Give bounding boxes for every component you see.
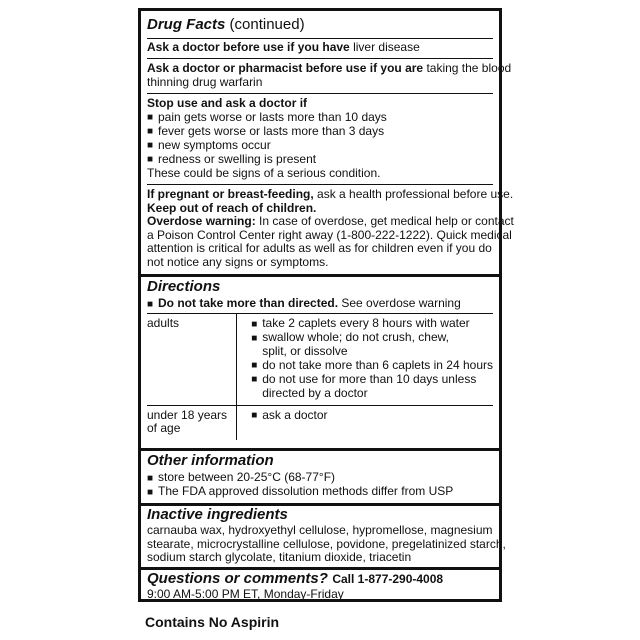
adults-item: ■ do not use for more than 10 days unless	[251, 373, 493, 387]
ask-doctor-rest: liver disease	[353, 40, 420, 54]
under18-item: ■ ask a doctor	[251, 409, 493, 423]
other-info-item: ■ The FDA approved dissolution methods differ from USP	[147, 485, 493, 499]
stop-use-item: ■ pain gets worse or lasts more than 10 days	[147, 111, 493, 125]
title-bold: Drug Facts	[147, 16, 226, 33]
overdose-line: In case of overdose, get medical help or contact	[259, 214, 514, 229]
drug-facts-panel	[138, 8, 514, 602]
overdose-bold: Overdose warning:	[147, 214, 256, 229]
panel-title	[141, 16, 499, 34]
stop-use-block	[141, 97, 499, 181]
other-info-block	[141, 471, 499, 499]
other-info-heading: Other information	[147, 452, 274, 469]
divider	[147, 58, 493, 59]
title-rest: (continued)	[229, 16, 305, 33]
stop-use-note: These could be signs of a serious condition.	[147, 165, 381, 180]
warnings-block	[141, 187, 514, 270]
directions-warning	[141, 297, 499, 311]
ask-pharmacist-block	[141, 61, 512, 89]
directions-warning-bold: Do not take more than directed.	[158, 296, 339, 310]
adults-item-cont: directed by a doctor	[262, 385, 368, 400]
divider	[147, 38, 493, 39]
keep-out-text: Keep out of reach of children.	[147, 200, 317, 215]
under18-label-line: under 18 years	[147, 407, 228, 422]
divider	[147, 93, 493, 94]
ask-doctor-bold: Ask a doctor before use if you have	[147, 40, 350, 54]
stop-use-heading: Stop use and ask a doctor if	[147, 96, 308, 110]
stop-use-item: ■ new symptoms occur	[147, 139, 493, 153]
pregnant-rest: ask a health professional before use.	[317, 187, 514, 201]
under18-label-line: of age	[147, 421, 181, 436]
directions-table	[147, 313, 493, 440]
thick-divider	[141, 274, 499, 277]
under18-label	[147, 405, 237, 440]
pregnant-bold: If pregnant or breast-feeding,	[147, 187, 314, 201]
ask-doctor-line	[141, 41, 499, 55]
divider	[147, 184, 493, 185]
adults-item: ■ take 2 caplets every 8 hours with water	[251, 317, 493, 331]
ask-pharmacist-rest: taking the blood	[426, 61, 512, 75]
contains-no-aspirin: Contains No Aspirin	[145, 614, 280, 630]
overdose-line: a Poison Control Center right away (1-800-222-1222). Quick medical	[147, 227, 512, 242]
adults-instructions	[237, 314, 493, 406]
adults-item-cont: split, or dissolve	[262, 344, 348, 359]
adults-item: ■ do not take more than 6 caplets in 24 hours	[251, 359, 493, 373]
questions-hours: 9:00 AM-5:00 PM ET, Monday-Friday	[147, 587, 344, 601]
overdose-line: not notice any signs or symptoms.	[147, 254, 329, 269]
directions-warning-rest: See overdose warning	[341, 296, 461, 310]
adults-label: adults	[147, 316, 180, 330]
questions-phone: Call 1-877-290-4008	[332, 572, 444, 586]
directions-row-under18	[147, 405, 493, 440]
directions-row-adults	[147, 314, 493, 406]
questions-block	[141, 570, 499, 602]
inactive-block	[141, 523, 506, 565]
under18-instructions	[237, 405, 493, 440]
ask-pharmacist-bold: Ask a doctor or pharmacist before use if you are	[147, 61, 424, 75]
inactive-heading: Inactive ingredients	[147, 506, 288, 523]
inactive-line: carnauba wax, hydroxyethyl cellulose, hypromellose, magnesium	[147, 523, 493, 537]
other-info-item: ■ store between 20-25°C (68-77°F)	[147, 471, 493, 485]
stop-use-item: ■ redness or swelling is present	[147, 153, 493, 167]
thick-divider	[141, 448, 499, 451]
inactive-line: sodium starch glycolate, titanium dioxide, triacetin	[147, 550, 412, 565]
adults-item: ■ swallow whole; do not crush, chew,	[251, 331, 493, 345]
inactive-line: stearate, microcrystalline cellulose, povidone, pregelatinized starch,	[147, 536, 506, 551]
stop-use-item: ■ fever gets worse or lasts more than 3 days	[147, 125, 493, 139]
overdose-line: attention is critical for adults as well as for children even if you do	[147, 241, 492, 256]
questions-heading: Questions or comments?	[147, 570, 328, 587]
directions-heading: Directions	[147, 278, 221, 295]
ask-pharmacist-line2: thinning drug warfarin	[147, 74, 263, 89]
